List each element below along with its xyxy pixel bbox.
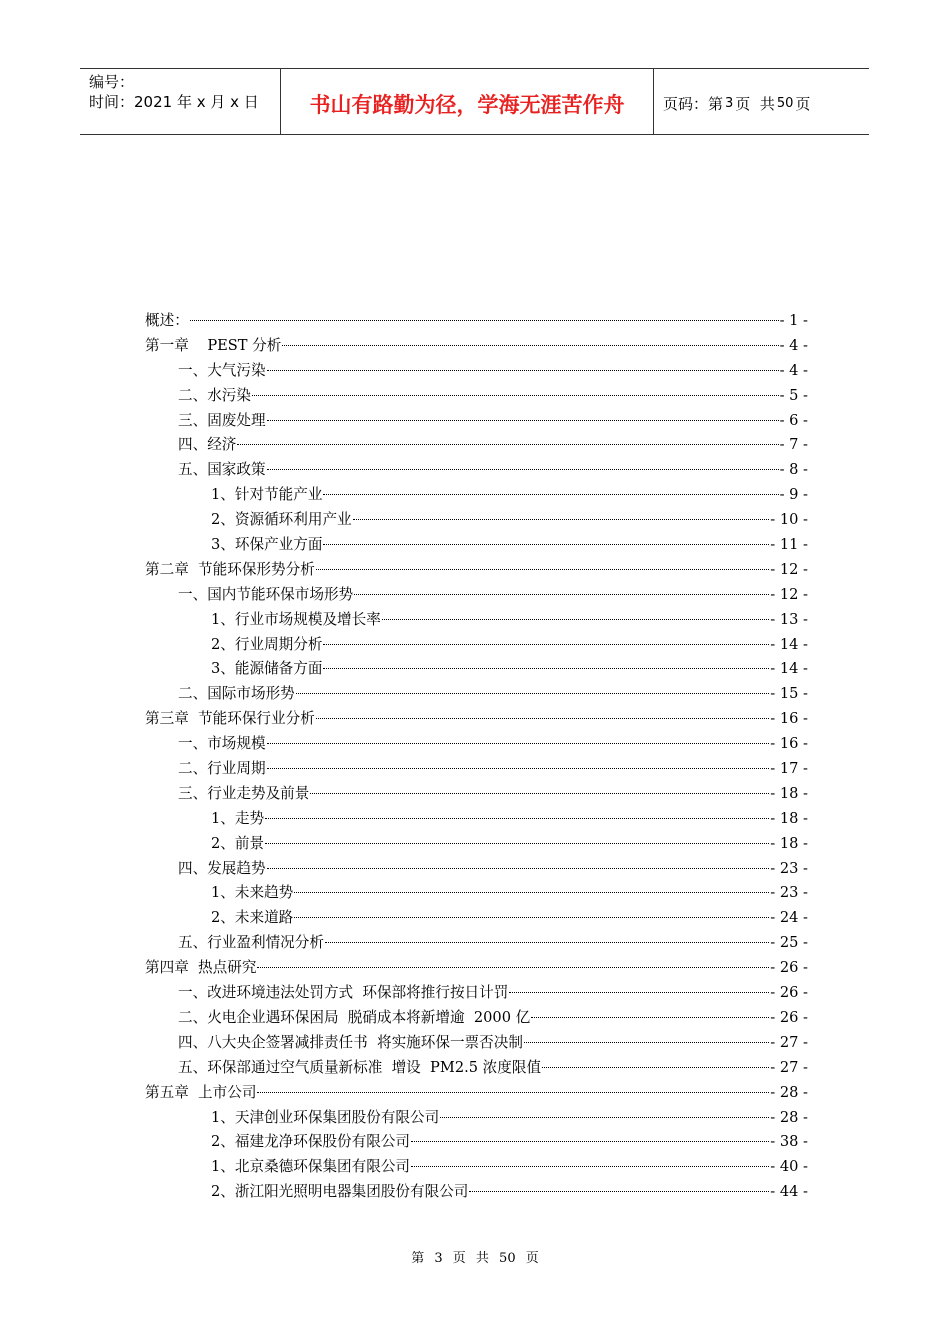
toc-leader-dots [509,991,769,993]
toc-entry[interactable] [145,533,808,558]
toc-entry-label: 2、资源循环利用产业 [211,511,352,529]
toc-entry-label: 2、前景 [211,834,265,852]
toc-leader-dots [531,1016,769,1018]
toc-entry[interactable] [145,1006,808,1031]
table-of-contents [145,309,808,1205]
toc-entry-page: - 9 - [779,486,808,504]
toc-entry-page: - 26 - [770,959,808,977]
toc-entry[interactable] [145,1031,808,1056]
toc-entry-page: - 18 - [770,784,808,802]
toc-entry-page: - 16 - [770,710,808,728]
toc-entry-page: - 27 - [770,1058,808,1076]
toc-entry-label: 第一章 PEST 分析 [145,336,282,354]
toc-leader-dots [294,891,769,893]
page-total: 50 [776,96,794,111]
toc-entry-page: - 44 - [770,1183,808,1201]
toc-entry-label: 四、经济 [178,436,237,454]
toc-entry-label: 二、火电企业遇环保困局 脱硝成本将新增逾 2000 亿 [178,1008,531,1026]
toc-entry-page: - 17 - [770,760,808,778]
toc-entry-page: - 28 - [770,1108,808,1126]
toc-entry-page: - 13 - [770,610,808,628]
toc-entry-page: - 24 - [770,909,808,927]
toc-entry-label: 1、北京桑德环保集团有限公司 [211,1158,411,1176]
toc-entry-label: 第三章 节能环保行业分析 [145,710,315,728]
toc-entry-page: - 23 - [770,859,808,877]
toc-entry-label: 概述： [145,312,189,329]
page-code-suffix: 页 [795,95,811,113]
toc-leader-dots [257,1091,769,1093]
toc-entry-label: 1、走势 [211,809,265,827]
toc-entry-label: 三、行业走势及前景 [178,784,310,802]
page-footer: 第 3 页 共 50 页 [411,1251,539,1266]
toc-entry-page: - 40 - [770,1158,808,1176]
toc-leader-dots [469,1190,769,1192]
toc-entry-label: 第四章 热点研究 [145,959,257,977]
toc-leader-dots [267,369,779,371]
toc-entry-page: - 26 - [770,984,808,1002]
toc-leader-dots [542,1066,769,1068]
toc-entry-page: - 1 - [779,312,808,329]
toc-entry[interactable] [145,409,808,434]
toc-entry-page: - 28 - [770,1083,808,1101]
toc-leader-dots [265,817,769,819]
toc-entry[interactable] [145,1180,808,1205]
toc-leader-dots [294,916,769,918]
toc-entry[interactable] [145,857,808,882]
toc-entry[interactable] [145,657,808,682]
toc-entry[interactable] [145,981,808,1006]
header-meta [80,69,281,134]
page-code-middle: 页 共 [735,95,775,113]
toc-entry[interactable] [145,1130,808,1155]
toc-entry-page: - 18 - [770,834,808,852]
toc-entry[interactable] [145,782,808,807]
toc-leader-dots [411,1140,769,1142]
document-time: 时间：2021 年 x 月 x 日 [89,93,259,111]
toc-entry[interactable] [145,508,808,533]
toc-entry-label: 一、市场规模 [178,735,266,753]
toc-leader-dots [323,667,769,669]
toc-entry[interactable] [145,757,808,782]
toc-leader-dots [382,618,769,620]
toc-leader-dots [252,394,779,396]
toc-entry-page: - 15 - [770,685,808,703]
page-code-prefix: 页码：第 [663,95,724,113]
toc-entry-label: 1、未来趋势 [211,884,294,902]
toc-entry-page: - 26 - [770,1008,808,1026]
toc-entry-label: 三、固废处理 [178,411,266,429]
toc-entry-page: - 4 - [779,336,808,354]
toc-entry-label: 五、国家政策 [178,461,266,479]
toc-entry[interactable] [145,1106,808,1131]
toc-entry[interactable] [145,956,808,981]
toc-entry-label: 二、国际市场形势 [178,685,295,703]
toc-entry-page: - 8 - [779,461,808,479]
toc-entry-label: 第二章 节能环保形势分析 [145,560,315,578]
toc-entry[interactable] [145,682,808,707]
toc-leader-dots [190,319,779,321]
toc-leader-dots [296,692,770,694]
toc-leader-dots [267,468,779,470]
toc-leader-dots [323,543,769,545]
toc-entry[interactable] [145,483,808,508]
toc-entry-label: 3、能源储备方面 [211,660,323,678]
page-current: 3 [725,96,734,111]
toc-entry-page: - 12 - [770,585,808,603]
toc-entry-label: 2、行业周期分析 [211,635,323,653]
toc-leader-dots [316,717,769,719]
toc-leader-dots [237,443,778,445]
toc-leader-dots [267,742,770,744]
toc-entry-label: 五、行业盈利情况分析 [178,934,324,952]
toc-leader-dots [265,842,769,844]
toc-entry-page: - 6 - [779,411,808,429]
toc-entry[interactable] [145,633,808,658]
toc-entry[interactable] [145,458,808,483]
toc-entry-page: - 27 - [770,1033,808,1051]
toc-leader-dots [267,419,779,421]
toc-entry[interactable] [145,384,808,409]
toc-entry[interactable] [145,433,808,458]
toc-entry[interactable] [145,707,808,732]
toc-entry-label: 2、未来道路 [211,909,294,927]
toc-leader-dots [411,1165,769,1167]
toc-entry-page: - 18 - [770,809,808,827]
toc-entry[interactable] [145,583,808,608]
toc-entry-label: 1、天津创业环保集团股份有限公司 [211,1108,440,1126]
toc-entry-label: 一、改进环境违法处罚方式 环保部将推行按日计罚 [178,984,509,1002]
toc-entry-label: 二、水污染 [178,386,251,404]
toc-entry-page: - 4 - [779,361,808,379]
toc-leader-dots [323,643,769,645]
toc-entry-label: 1、行业市场规模及增长率 [211,610,381,628]
toc-entry[interactable] [145,732,808,757]
toc-entry[interactable] [145,881,808,906]
toc-entry-label: 2、福建龙净环保股份有限公司 [211,1133,411,1151]
toc-leader-dots [325,941,769,943]
page-header [80,68,869,135]
toc-entry-label: 一、大气污染 [178,361,266,379]
toc-entry-page: - 10 - [770,511,808,529]
document-number-label: 编号： [89,73,135,91]
toc-entry[interactable] [145,558,808,583]
toc-leader-dots [323,493,778,495]
toc-leader-dots [440,1116,769,1118]
toc-leader-dots [353,518,770,520]
toc-entry-label: 2、浙江阳光照明电器集团股份有限公司 [211,1183,469,1201]
toc-leader-dots [524,1041,769,1043]
toc-entry[interactable] [145,1081,808,1106]
toc-entry-page: - 14 - [770,635,808,653]
toc-leader-dots [267,867,770,869]
toc-entry-label: 一、国内节能环保市场形势 [178,585,354,603]
toc-entry-page: - 25 - [770,934,808,952]
toc-leader-dots [310,792,769,794]
toc-entry[interactable] [145,1056,808,1081]
toc-entry[interactable] [145,807,808,832]
header-page-code [654,69,869,134]
toc-entry[interactable] [145,359,808,384]
toc-entry-page: - 5 - [779,386,808,404]
toc-entry[interactable] [145,931,808,956]
toc-leader-dots [316,568,769,570]
toc-entry[interactable] [145,608,808,633]
toc-entry[interactable] [145,334,808,359]
toc-entry[interactable] [145,309,808,334]
toc-entry-label: 二、行业周期 [178,760,266,778]
toc-entry-page: - 7 - [779,436,808,454]
toc-entry-label: 3、环保产业方面 [211,536,323,554]
toc-leader-dots [257,966,769,968]
header-motto: 书山有路勤为径，学海无涯苦作舟 [281,69,654,134]
toc-entry-page: - 38 - [770,1133,808,1151]
toc-entry-page: - 16 - [770,735,808,753]
toc-entry-label: 第五章 上市公司 [145,1083,257,1101]
toc-entry-page: - 11 - [770,536,808,554]
toc-entry[interactable] [145,832,808,857]
toc-entry[interactable] [145,906,808,931]
toc-leader-dots [282,344,778,346]
toc-entry-page: - 23 - [770,884,808,902]
toc-entry-page: - 14 - [770,660,808,678]
toc-leader-dots [354,593,769,595]
toc-entry-page: - 12 - [770,560,808,578]
toc-entry-label: 五、环保部通过空气质量新标准 增设 PM2.5 浓度限值 [178,1058,542,1076]
toc-entry[interactable] [145,1155,808,1180]
toc-leader-dots [267,767,770,769]
toc-entry-label: 1、针对节能产业 [211,486,323,504]
toc-entry-label: 四、八大央企签署减排责任书 将实施环保一票否决制 [178,1033,523,1051]
toc-entry-label: 四、发展趋势 [178,859,266,877]
